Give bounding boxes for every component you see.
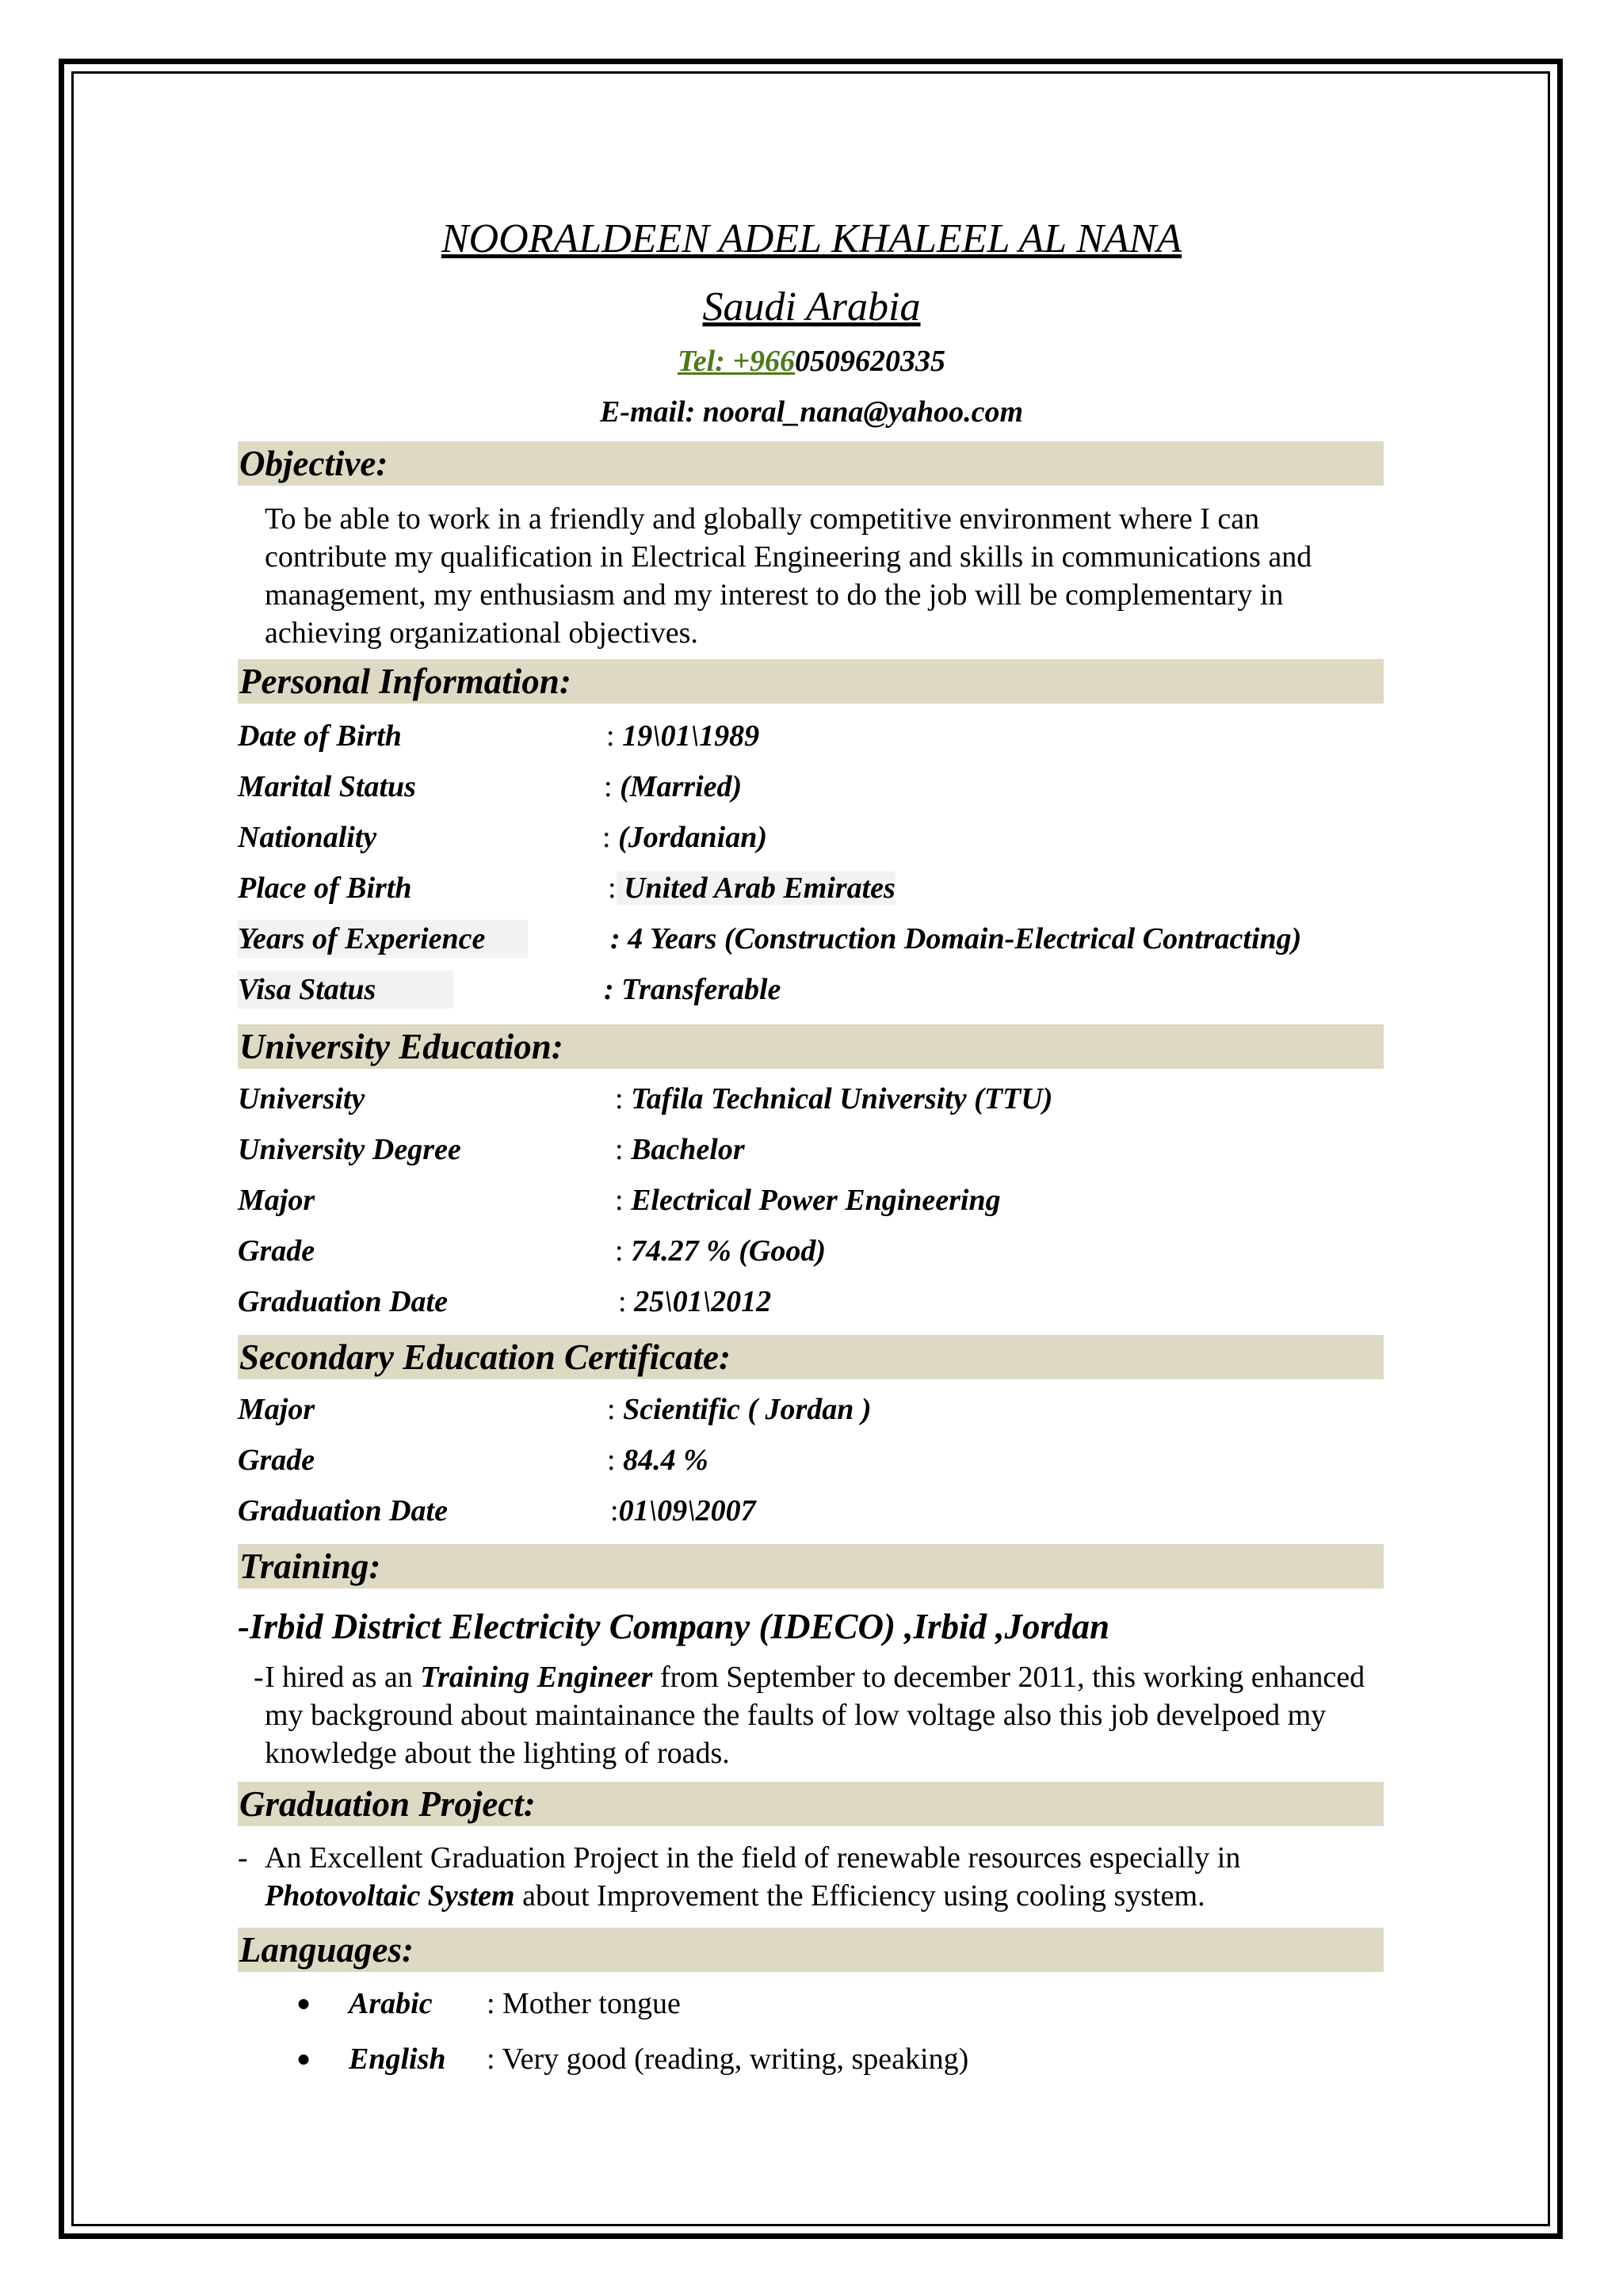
- field-value: : Bachelor: [615, 1133, 745, 1166]
- language-level: : Mother tongue: [487, 1987, 681, 2020]
- field-label: Marital Status: [238, 770, 416, 803]
- candidate-name: NOORALDEEN ADEL KHALEEL AL NANA: [441, 216, 1182, 261]
- field-label: Major: [238, 1184, 315, 1217]
- field-value: : Scientific ( Jordan ): [607, 1393, 872, 1426]
- section-objective: Objective:: [238, 441, 1384, 486]
- telephone-link[interactable]: Tel: +966: [678, 345, 795, 378]
- field-label: Visa Status: [238, 971, 453, 1009]
- training-company-heading: -Irbid District Electricity Company (IDECO) ,Irbid ,Jordan: [238, 1607, 1110, 1646]
- section-graduation-project: Graduation Project:: [238, 1782, 1384, 1826]
- field-label: University: [238, 1082, 365, 1116]
- field-label: Years of Experience: [238, 920, 528, 958]
- section-personal-information: Personal Information:: [238, 659, 1384, 704]
- field-label: Nationality: [238, 821, 377, 854]
- field-label: Grade: [238, 1234, 315, 1268]
- bullet-icon: ●: [296, 2046, 311, 2072]
- language-level: : Very good (reading, writing, speaking): [487, 2042, 969, 2076]
- field-label: Date of Birth: [238, 719, 402, 753]
- field-value: :01\09\2007: [610, 1494, 756, 1527]
- field-label: Place of Birth: [238, 871, 412, 905]
- section-training: Training:: [238, 1544, 1384, 1589]
- field-value: : Tafila Technical University (TTU): [615, 1082, 1053, 1116]
- field-value: : 19\01\1989: [606, 719, 760, 753]
- field-label: Major: [238, 1393, 315, 1426]
- candidate-country: Saudi Arabia: [702, 284, 921, 330]
- field-value: : (Married): [604, 770, 743, 803]
- field-label: Grade: [238, 1444, 315, 1477]
- project-description: - An Excellent Graduation Project in the field of renewable resources especially in Photovoltaic System about Improvement the Efficiency using cooling system.: [238, 1841, 1241, 1913]
- field-value: : (Jordanian): [602, 821, 767, 854]
- telephone-line: [0, 342, 1623, 380]
- section-university-education: University Education:: [238, 1024, 1384, 1069]
- field-value: : 74.27 % (Good): [615, 1234, 826, 1268]
- field-value: : 25\01\2012: [618, 1285, 772, 1318]
- training-description: - I hired as an Training Engineer from September to december 2011, this working enhanced my background about maintainance the faults of low voltage also this job develpoed my knowledge about the lighting of roads.: [254, 1661, 1365, 1770]
- section-secondary-education: Secondary Education Certificate:: [238, 1335, 1384, 1379]
- field-value: : United Arab Emirates: [608, 871, 896, 905]
- field-label: University Degree: [238, 1133, 461, 1166]
- field-value: : Electrical Power Engineering: [615, 1184, 1001, 1217]
- field-value: : Transferable: [604, 973, 781, 1006]
- language-name: English: [349, 2042, 446, 2076]
- section-languages: Languages:: [238, 1928, 1384, 1972]
- language-name: Arabic: [349, 1987, 433, 2020]
- telephone-number: 0509620335: [794, 345, 945, 378]
- email-line: E-mail: nooral_nana@yahoo.com: [599, 395, 1024, 429]
- field-label: Graduation Date: [238, 1494, 448, 1527]
- objective-text: To be able to work in a friendly and globally competitive environment where I can contribute my qualification in Electrical Engineering and skills in communications and management, my enthusiasm and my interest to do the job will be complementary in achieving organizational objectives.: [265, 502, 1312, 650]
- bullet-icon: ●: [296, 1990, 311, 2016]
- field-value: : 84.4 %: [607, 1444, 708, 1477]
- field-label: Graduation Date: [238, 1285, 448, 1318]
- field-value: : 4 Years (Construction Domain-Electrical Contracting): [610, 922, 1302, 955]
